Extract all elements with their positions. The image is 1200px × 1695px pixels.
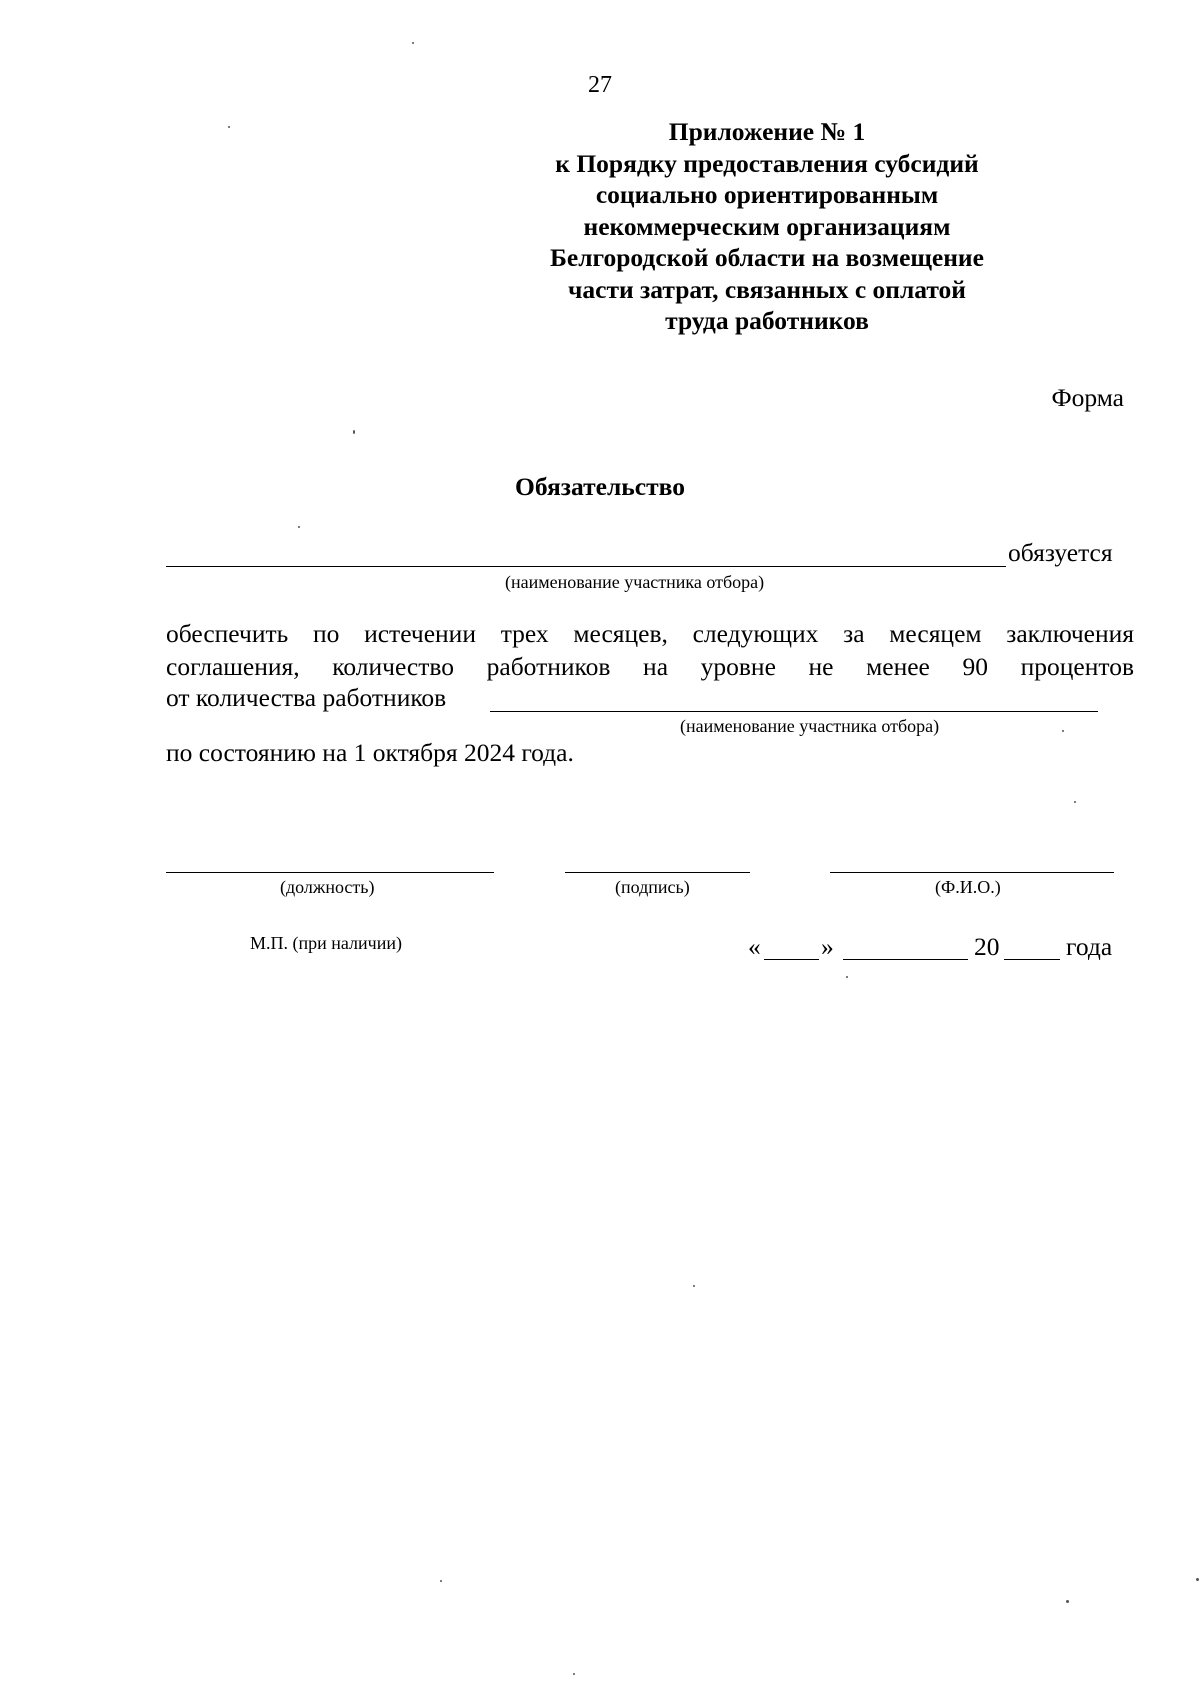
obligation-paragraph [166,617,1134,683]
scan-speck [298,526,300,528]
obligates-word: обязуется [1008,538,1113,567]
scan-speck [693,1285,695,1287]
appendix-line-6: части затрат, связанных с оплатой [568,274,966,304]
participant-name-caption: (наименование участника отбора) [505,572,765,592]
date-year-prefix: 20 [974,932,1000,961]
appendix-line-7: труда работников [665,306,869,335]
full-name-blank[interactable] [830,872,1114,873]
date-year-suffix: года [1066,932,1113,961]
scan-speck [846,976,848,978]
stamp-note: М.П. (при наличии) [250,933,402,953]
full-name-caption: (Ф.И.О.) [935,877,1001,897]
participant-name-caption-2: (наименование участника отбора) [680,716,940,736]
signature-caption: (подпись) [615,877,690,897]
scan-speck [573,1673,575,1675]
paragraph-line-1: обеспечить по истечении трех месяцев, следующих за месяцем заключения [166,619,1134,648]
scan-speck [353,430,355,434]
paragraph-line-3-prefix: от количества работников [166,683,447,712]
paragraph-line-4: по состоянию на 1 октября 2024 года. [166,738,574,767]
participant-name-blank[interactable] [166,566,1006,567]
date-open-quote: « [748,932,761,961]
date-close-quote: » [821,932,834,961]
appendix-heading [472,116,1062,337]
form-label: Форма [1051,383,1124,412]
appendix-line-2: к Порядку предоставления субсидий [555,148,979,178]
date-year-blank[interactable] [1004,959,1060,960]
position-blank[interactable] [166,872,494,873]
date-month-blank[interactable] [843,959,968,960]
scan-speck [1196,1578,1199,1581]
scan-speck [228,126,230,128]
appendix-line-1: Приложение № 1 [668,117,866,146]
date-day-blank[interactable] [764,959,819,960]
position-caption: (должность) [280,877,375,897]
scan-speck [1074,801,1076,803]
scan-speck [440,1580,442,1582]
paragraph-line-2: соглашения, количество работников на уровне не менее 90 процентов [166,652,1134,681]
participant-name-blank-2[interactable] [490,711,1098,712]
scan-speck [412,42,414,44]
appendix-line-4: некоммерческим организациям [583,211,951,241]
scan-speck [1062,730,1064,732]
page-number: 27 [588,72,612,98]
appendix-line-5: Белгородской области на возмещение [550,243,984,272]
document-title: Обязательство [515,472,685,501]
scan-speck [1066,1600,1069,1603]
signature-blank[interactable] [565,872,750,873]
appendix-line-3: социально ориентированным [595,180,939,209]
